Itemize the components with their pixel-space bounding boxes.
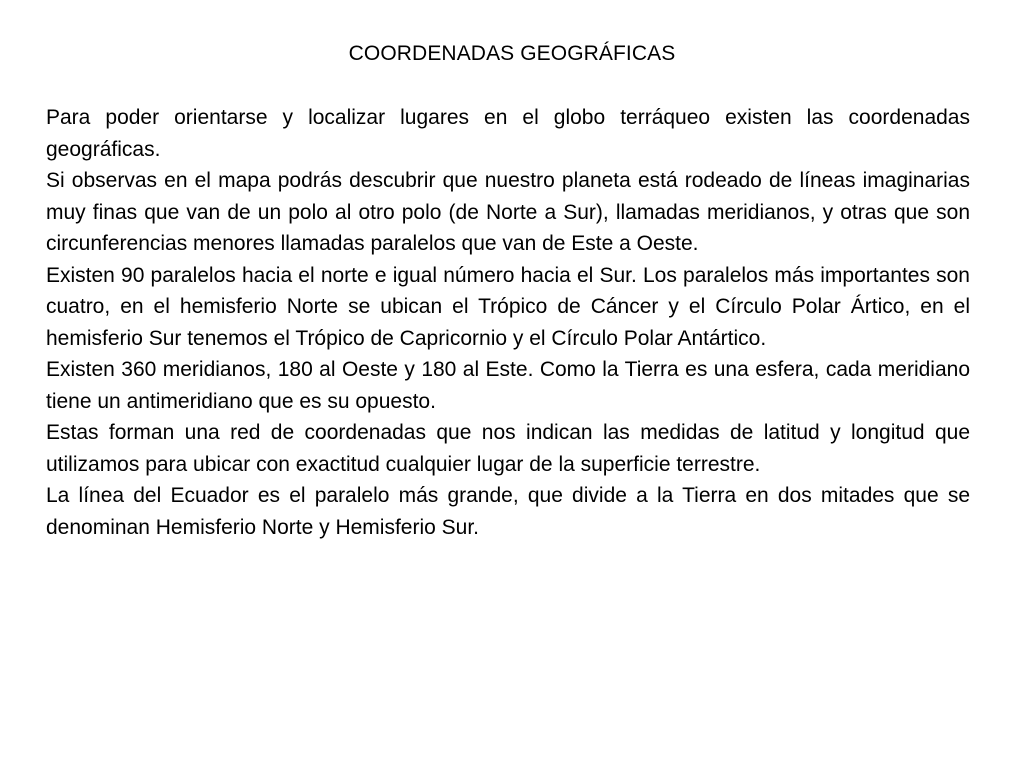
paragraph-meridians-parallels: Si observas en el mapa podrás descubrir que nuestro planeta está rodeado de líneas imaginarias muy finas que van de un polo al otro polo (de Norte a Sur), llamadas meridianos, y otras que son circunferencias menores llamadas paralelos que van de Este a Oeste. — [46, 169, 970, 255]
paragraph-coordinate-grid: Estas forman una red de coordenadas que nos indican las medidas de latitud y longitud que utilizamos para ubicar con exactitud cualquier lugar de la superficie terrestre. — [46, 421, 970, 476]
paragraph-equator: La línea del Ecuador es el paralelo más grande, que divide a la Tierra en dos mitades que se denominan Hemisferio Norte y Hemisferio Sur. — [46, 484, 970, 539]
slide-title: COORDENADAS GEOGRÁFICAS — [348, 42, 676, 65]
slide-body — [46, 102, 970, 543]
paragraph-meridians-count: Existen 360 meridianos, 180 al Oeste y 180 al Este. Como la Tierra es una esfera, cada meridiano tiene un antimeridiano que es su opuesto. — [46, 358, 970, 413]
paragraph-parallels-count: Existen 90 paralelos hacia el norte e igual número hacia el Sur. Los paralelos más importantes son cuatro, en el hemisferio Norte se ubican el Trópico de Cáncer y el Círculo Polar Ártico, en el hemisferio Sur tenemos el Trópico de Capricornio y el Círculo Polar Antártico. — [46, 263, 970, 350]
paragraph-intro: Para poder orientarse y localizar lugares en el globo terráqueo existen las coordenadas geográficas. — [46, 106, 970, 161]
